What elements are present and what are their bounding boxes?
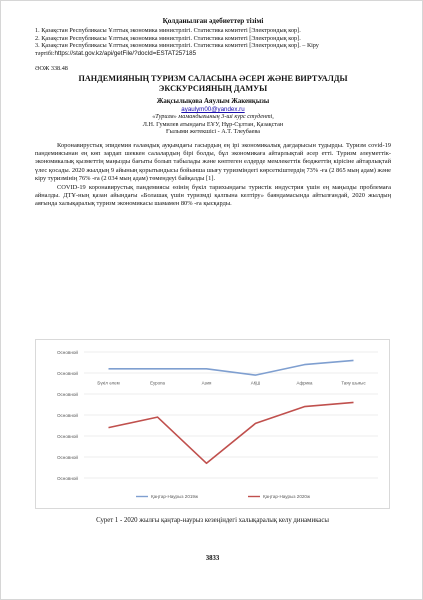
affiliation-line-1	[35, 113, 391, 120]
y-tick-label: Основной	[56, 413, 78, 418]
y-tick-label: Основной	[56, 476, 78, 481]
page-number: 3833	[205, 555, 220, 562]
affiliation-line-1-text: «Туризм» мамандығының 3-ші курс студенті,	[152, 113, 274, 121]
x-tick-label: Бүкіл әлем	[97, 380, 120, 386]
x-tick-label: Азия	[201, 380, 212, 386]
legend-label-1: Қаңтар-Наурыз 2019ж	[151, 494, 199, 499]
y-tick-label: Основной	[56, 371, 78, 376]
reference-item-1: 1. Қазақстан Республикасы Ұлттық экономика министрлігі. Статистика комитеті [Электрондық кор].	[35, 27, 301, 34]
line-chart	[36, 340, 389, 508]
affiliation-line-3: Ғылыми жетекшісі - А.Т. Тлеубаева	[166, 128, 260, 136]
reference-item-2: 2. Қазақстан Республикасы Ұлттық экономика министрлігі. Статистика комитеті [Электрондық кор].	[35, 34, 301, 42]
author-email-link[interactable]: ayaulym00@yandex.ru	[181, 106, 245, 114]
udc-code: ӘОЖ 338.48	[35, 65, 68, 73]
body-paragraph-1: Коронавирустық эпидемия ғаламдық ауқымдағы гасырдың ең ірі экономикалық дағдарысын тудырды. Туризм covid-19 пандемиясынан ең көп зардап шеккен салалардың бірі болды, бұл экономикаға айтарлықтай әсер етті. Туризм әлеуметтік-экономикалық қызметтің маңызды бағыты болып табылады және көптеген елдерде мемлекеттік бюджеттің кірісіне айтарлықтай үлес қосады. 2020 жылдың 9 айының қорытындысы бойынша шығу туризміндегі көрсеткіштердің 73% -ға (2 865 мың адам) және кіру туризмінің 76% -ға (2 034 мың адам) төмендеуі байқалды [1].	[35, 141, 391, 183]
y-tick-label: Основной	[56, 434, 78, 439]
x-tick-label: АҚШ	[250, 380, 261, 386]
y-tick-label: Основной	[56, 455, 78, 460]
reference-url[interactable]: https://stat.gov.kz/api/getFile/?docId=ESTAT257185	[54, 49, 197, 57]
references-title: Қолданылған әдебиеттер тізімі	[162, 17, 264, 25]
x-tick-label: Еуропа	[150, 380, 165, 386]
body-paragraph-2: COVID-19 коронавирустық пандемиясы өзінің бүкіл тарихындағы туристік индустрия үшін ең маңызды проблемаға айналды. ДТҰ-ның қазан айындағы «Болашақ үшін туризмді қалпына келтіру» баяндамасында айтылғандай, 2020 жылдың аяғында халықаралық туризм экономикасы шамамен 80% -ға қысқарды.	[35, 183, 391, 208]
chart-container	[35, 339, 390, 509]
y-tick-label: Основной	[56, 392, 78, 397]
article-title-line-1: ПАНДЕМИЯНЫҢ ТУРИЗМ САЛАСЫНА ӘСЕРІ ЖӘНЕ ВИРТУАЛДЫ	[78, 74, 348, 84]
x-tick-label: Африка	[296, 380, 313, 386]
y-tick-label: Основной	[56, 350, 78, 355]
figure-caption: Сурет 1 - 2020 жылғы қаңтар-наурыз кезеңіндегі халықаралық келу динамикасы	[96, 517, 329, 524]
author-name: Жақсылықова Аяулым Жакенқызы	[156, 98, 270, 106]
reference-item-3	[35, 42, 391, 57]
series-line-2	[109, 402, 354, 463]
x-tick-label: Таяу шығыс	[341, 380, 366, 386]
legend-label-2: Қаңтар-Наурыз 2020ж	[263, 494, 311, 499]
reference-item-3-text: 3. Қазақстан Республикасы Ұлттық экономика министрлігі. Статистика комитеті [Электрондық кор]. – Кіру тәртібі:	[35, 42, 319, 57]
article-title-line-2: ЭКСКУРСИЯНЫҢ ДАМУЫ	[158, 84, 268, 94]
text-content	[35, 17, 391, 209]
affiliation-line-2: Л.Н. Гумилев атындағы ЕҰУ, Нұр-Сұлтан, Қазақстан	[142, 120, 284, 128]
